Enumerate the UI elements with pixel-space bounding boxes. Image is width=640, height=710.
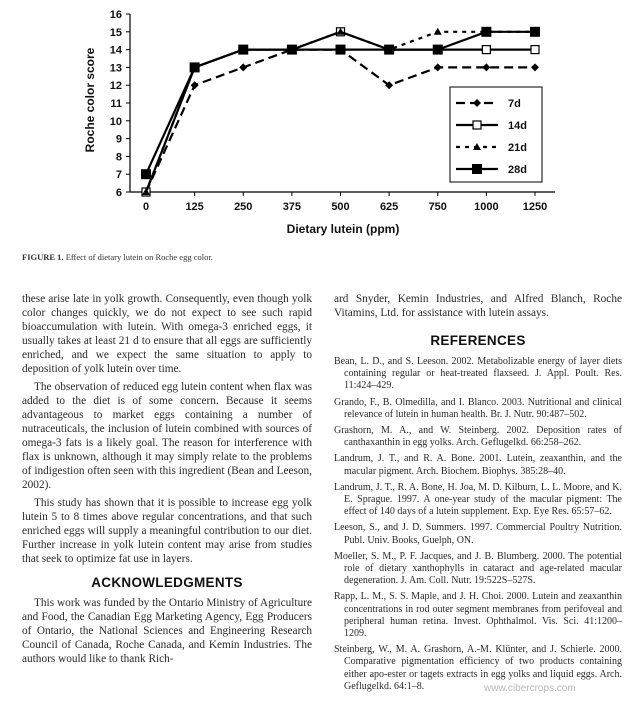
x-tick-label: 0 — [142, 201, 150, 213]
x-tick-label: 625 — [379, 201, 399, 213]
data-point-28d — [141, 169, 151, 179]
y-tick-label: 10 — [109, 115, 122, 128]
reference-item: Rapp, L. M., S. S. Maple, and J. H. Choi. 2000. Lutein and zeaxanthin concentrations in rod outer segment membranes from perifoveal and peripheral human retina. Invest. Ophthalmol. Vis. Sci. 41:1200–1209. — [334, 591, 622, 640]
x-tick-label: 125 — [185, 201, 204, 213]
data-point-28d — [238, 45, 248, 55]
acknowledgments-heading: ACKNOWLEDGMENTS — [91, 575, 243, 590]
left-column — [22, 292, 312, 670]
legend-marker-28d — [472, 164, 482, 174]
data-point-21d — [434, 28, 442, 35]
reference-item: Grashorn, M. A., and W. Steinberg. 2002. Deposition rates of canthaxanthin in egg yolks. Arch. Geflugelkd. 66:258–262. — [334, 425, 622, 449]
acknowledgments-continued: ard Snyder, Kemin Industries, and Alfred Blanch, Roche Vitamins, Ltd. for assistance with lutein assays. — [334, 293, 622, 319]
right-column — [334, 292, 622, 697]
reference-item: Steinberg, W., M. A. Grashorn, A.-M. Klünter, and J. Schierle. 2000. Comparative pigmentation efficiency of two products containing either apo-ester or tagets extracts in egg yolks and liquid eggs. Arch. Geflugelkd. 64:1–8. — [334, 644, 622, 692]
reference-item: Grando, F., B. Olmedilla, and I. Blanco. 2003. Nutritional and clinical relevance of lutein in human health. Br. J. Nutr. 90:487–502. — [334, 396, 622, 420]
data-point-7d — [434, 63, 442, 71]
x-tick-label: 1000 — [474, 201, 499, 213]
data-point-28d — [481, 27, 491, 37]
body-paragraph: This study has shown that it is possible to increase egg yolk lutein 5 to 8 times above regular concentrations, and that such enriched eggs will supply a meaningful contribution to our diet. Further increase in yolk lutein content may arise from studies that seek to optimize fat use in layers. — [22, 497, 312, 565]
references-list — [334, 356, 622, 693]
legend-label: 14d — [508, 120, 527, 132]
y-axis-title: Roche color score — [83, 47, 97, 153]
legend-box — [450, 87, 542, 182]
data-point-28d — [336, 45, 346, 55]
legend-label: 21d — [508, 142, 527, 154]
y-tick-label: 13 — [109, 62, 122, 75]
x-tick-label: 375 — [282, 201, 302, 213]
x-tick-label: 750 — [428, 201, 447, 213]
y-tick-label: 15 — [109, 26, 122, 39]
y-tick-label: 11 — [110, 98, 122, 110]
y-tick-label: 16 — [109, 9, 122, 21]
data-point-28d — [287, 45, 297, 55]
data-point-28d — [190, 62, 200, 72]
x-axis-title: Dietary lutein (ppm) — [286, 222, 400, 236]
data-point-28d — [530, 27, 540, 37]
y-tick-label: 7 — [115, 169, 122, 182]
figure-label: FIGURE 1. — [22, 252, 64, 262]
data-point-7d — [191, 81, 199, 89]
body-paragraph: The observation of reduced egg lutein content when flax was added to the diet is of some concern. Because it seems advantageous to market eggs containing a number of nutraceuticals, the inclusion of lutein combined with sources of omega-3 fats is a likely goal. The reason for interference with flax is unknown, although it may simply relate to the problems of indigestion often seen with this ingredient (Bean and Leeson, 2002). — [22, 381, 312, 491]
data-point-28d — [433, 45, 443, 55]
y-tick-label: 14 — [109, 44, 122, 57]
x-tick-label: 1250 — [522, 201, 548, 213]
reference-item: Landrum, J. T., R. A. Bone, H. Joa, M. D. Kilburn, L. L. Moore, and K. E. Sprague. 1997. A one-year study of the macular pigment: The effect of 140 days of a lutein supplement. Exp. Eye Res. 65:57–62. — [334, 481, 622, 518]
legend-label: 7d — [508, 98, 521, 110]
lutein-color-chart — [0, 0, 640, 245]
acknowledgments-text: This work was funded by the Ontario Ministry of Agriculture and Food, the Canadian Egg Marketing Agency, Egg Producers of Ontario, the National Sciences and Engineering Research Council of Canada, Roche Canada, and Kemin Industries. The authors would like to thank Rich- — [22, 597, 312, 665]
data-point-14d — [531, 46, 539, 54]
data-point-14d — [482, 46, 490, 54]
data-point-7d — [239, 63, 247, 71]
reference-item: Moeller, S. M., P. F. Jacques, and J. B. Blumberg. 2000. The potential role of dietary xanthophylls in cataract and age-related macular degeneration. J. Am. Coll. Nutr. 19:522S–527S. — [334, 550, 622, 587]
data-point-7d — [531, 63, 539, 71]
reference-item: Leeson, S., and J. D. Summers. 1997. Commercial Poultry Nutrition. Publ. Univ. Books, Guelph, ON. — [334, 522, 622, 546]
data-point-7d — [482, 63, 490, 71]
references-heading: REFERENCES — [430, 333, 526, 348]
body-paragraph: these arise late in yolk growth. Consequently, even though yolk color changes quickly, we do not expect to see such rapid bioaccumulation with lutein. With omega-3 enriched eggs, it usually takes at least 21 d to ensure that all eggs are sufficiently enriched, and we expect the same situation to apply to deposition of yolk lutein over time. — [22, 293, 312, 375]
figure-caption — [22, 252, 213, 262]
watermark: www.cibercrops.com — [484, 683, 576, 694]
x-tick-label: 250 — [234, 201, 253, 213]
x-tick-label: 500 — [331, 201, 350, 213]
figure-caption-text: Effect of dietary lutein on Roche egg color. — [65, 252, 213, 262]
y-tick-label: 8 — [115, 151, 122, 164]
reference-item: Landrum, J. T., and R. A. Bone. 2001. Lutein, zeaxanthin, and the macular pigment. Arch. Biochem. Biophys. 385:28–40. — [334, 453, 622, 477]
y-tick-label: 12 — [109, 80, 122, 93]
y-tick-label: 6 — [115, 187, 122, 199]
data-point-28d — [384, 45, 394, 55]
legend-marker-14d — [473, 121, 481, 129]
legend-label: 28d — [508, 164, 527, 176]
y-tick-label: 9 — [115, 133, 122, 146]
reference-item: Bean, L. D., and S. Leeson. 2002. Metabolizable energy of layer diets containing regular or heat-treated flaxseed. J. Appl. Poult. Res. 11:424–429. — [334, 356, 622, 392]
